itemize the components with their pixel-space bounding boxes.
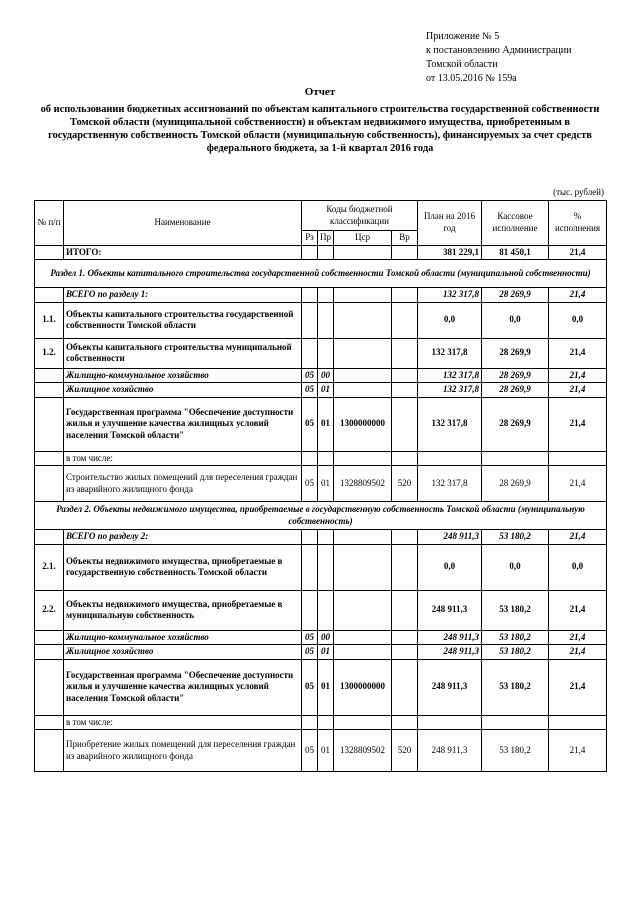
- row-1-zh: Жилищное хозяйство 05 01 132 317,8 28 269,9 21,4: [35, 383, 607, 398]
- units-note: (тыс. рублей): [553, 187, 604, 197]
- section-1-total-row: ВСЕГО по разделу 1: 132 317,8 28 269,9 21,4: [35, 288, 607, 303]
- attachment-line-1: Приложение № 5: [426, 31, 500, 42]
- document-title: Отчет: [304, 86, 336, 98]
- total-name: ИТОГО:: [64, 245, 302, 260]
- total-pct: 21,4: [549, 245, 607, 260]
- header-num: № п/п: [35, 201, 64, 246]
- document-subtitle: об использовании бюджетных ассигнований по объектам капитального строительства государственной собственности Томской области (муниципальной собственности) и объектам недвижимого имущества, приобретенным в государственную собственность Томской области (муниципальную собственность), финансируемых за счет средств федерального бюджета, за 1-й квартал 2016 года: [40, 104, 600, 154]
- header-csr: Цср: [334, 231, 392, 246]
- header-row-1: [35, 201, 607, 231]
- row-1-item: Строительство жилых помещений для переселения граждан из аварийного жилищного фонда 05 01 1328809502 520 132 317,8 28 269,9 21,4: [35, 466, 607, 502]
- row-1-1: 1.1. Объекты капитального строительства государственной собственности Томской области 0,0 0,0 0,0: [35, 302, 607, 338]
- row-2-zh: Жилищное хозяйство 05 01 248 911,3 53 180,2 21,4: [35, 645, 607, 660]
- total-cash: 81 450,1: [482, 245, 549, 260]
- section-2-title: Раздел 2. Объекты недвижимого имущества, приобретаемые в государственную собственность Томской области (муниципальную собственность): [35, 502, 607, 530]
- section-1-header: [35, 260, 607, 288]
- attachment-line-3: Томской области: [426, 59, 498, 70]
- report-table: [34, 200, 607, 772]
- header-rz: Рз: [302, 231, 318, 246]
- total-row: [35, 245, 607, 260]
- header-vr: Вр: [392, 231, 418, 246]
- row-1-incl: в том числе:: [35, 451, 607, 466]
- section-1-title: Раздел 1. Объекты капитального строительства государственной собственности Томской области (муниципальной собственности): [35, 260, 607, 288]
- attachment-note: [426, 30, 572, 86]
- header-plan: План на 2016 год: [418, 201, 482, 246]
- header-pr: Пр: [318, 231, 334, 246]
- row-2-1: 2.1. Объекты недвижимого имущества, приобретаемые в государственную собственность Томской области 0,0 0,0 0,0: [35, 544, 607, 590]
- total-plan: 381 229,1: [418, 245, 482, 260]
- row-2-program: Государственная программа "Обеспечение доступности жилья и улучшение качества жилищных условий населения Томской области" 05 01 1300000000 248 911,3 53 180,2 21,4: [35, 659, 607, 715]
- row-1-zhkh: Жилищно-коммунальное хозяйство 05 00 132 317,8 28 269,9 21,4: [35, 368, 607, 383]
- row-2-item: Приобретение жилых помещений для переселения граждан из аварийного жилищного фонда 05 01 1328809502 520 248 911,3 53 180,2 21,4: [35, 730, 607, 772]
- attachment-line-4: от 13.05.2016 № 159а: [426, 73, 517, 84]
- header-cash: Кассовое исполнение: [482, 201, 549, 246]
- row-1-program: Государственная программа "Обеспечение доступности жилья и улучшение качества жилищных условий населения Томской области" 05 01 1300000000 132 317,8 28 269,9 21,4: [35, 397, 607, 451]
- row-1-2: 1.2. Объекты капитального строительства муниципальной собственности 132 317,8 28 269,9 21,4: [35, 338, 607, 368]
- row-2-2: 2.2. Объекты недвижимого имущества, приобретаемые в муниципальную собственность 248 911,3 53 180,2 21,4: [35, 590, 607, 630]
- section-2-header: [35, 502, 607, 530]
- header-codes: Коды бюджетной классификации: [302, 201, 418, 231]
- row-2-incl: в том числе:: [35, 715, 607, 730]
- attachment-line-2: к постановлению Администрации: [426, 45, 572, 56]
- header-pct: % исполнения: [549, 201, 607, 246]
- section-2-total-row: ВСЕГО по разделу 2: 248 911,3 53 180,2 21,4: [35, 530, 607, 545]
- row-2-zhkh: Жилищно-коммунальное хозяйство 05 00 248 911,3 53 180,2 21,4: [35, 630, 607, 645]
- header-name: Наименование: [64, 201, 302, 246]
